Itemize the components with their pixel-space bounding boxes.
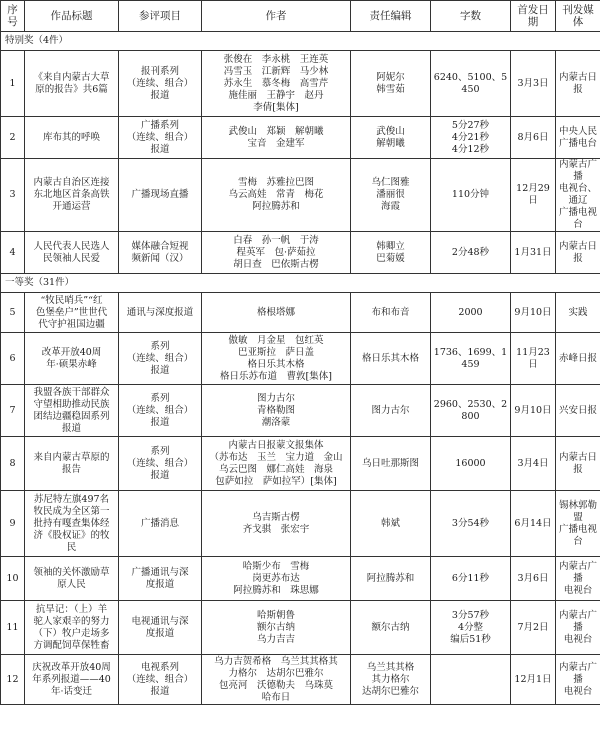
cell-words: 1736、1699、1459 xyxy=(431,333,511,385)
cell-title: 领袖的关怀激励草 原人民 xyxy=(25,557,119,601)
cell-date: 3月6日 xyxy=(511,557,556,601)
cell-date: 12月1日 xyxy=(511,655,556,705)
cell-author: 乌力吉贺希格 乌兰其其格其 力格尔 达胡尔巴雅尔 包亮河 沃德勒夫 乌珠莫 哈布日 xyxy=(202,655,351,705)
cell-words: 2分48秒 xyxy=(431,232,511,274)
cell-title: 苏尼特左旗497名 牧民成为全区第一 批持有嘎查集体经 济《股权证》的牧 民 xyxy=(25,491,119,557)
cell-editor: 阿拉腾苏和 xyxy=(351,557,431,601)
col-header-media: 刊发媒体 xyxy=(556,1,600,32)
cell-author: 雪梅 苏雅拉巴图 乌云高娃 常青 梅花 阿拉腾苏和 xyxy=(202,159,351,232)
cell-item: 系列 （连续、组合） 报道 xyxy=(119,437,202,491)
table-row xyxy=(1,437,600,491)
cell-words: 6240、5100、5450 xyxy=(431,51,511,117)
cell-item: 广播消息 xyxy=(119,491,202,557)
cell-title: 来自内蒙古草原的 报告 xyxy=(25,437,119,491)
col-header-no: 序号 xyxy=(1,1,25,32)
cell-no: 8 xyxy=(1,437,25,491)
cell-media: 锡林郭勒盟 广播电视台 xyxy=(556,491,600,557)
cell-editor: 韩卿立 巴菊媛 xyxy=(351,232,431,274)
cell-date: 3月3日 xyxy=(511,51,556,117)
cell-date: 9月10日 xyxy=(511,293,556,333)
cell-author: 哈斯朝鲁 额尔古纳 乌力吉吉 xyxy=(202,601,351,655)
cell-no: 1 xyxy=(1,51,25,117)
cell-title: 庆祝改革开放40周 年系列报道——40 年·话变迁 xyxy=(25,655,119,705)
cell-date: 8月6日 xyxy=(511,117,556,159)
cell-no: 6 xyxy=(1,333,25,385)
cell-editor: 图力古尔 xyxy=(351,385,431,437)
cell-date: 9月10日 xyxy=(511,385,556,437)
cell-title: 改革开放40周 年·硕果赤峰 xyxy=(25,333,119,385)
cell-title: 抗旱记：（上）羊 驼人家艰辛的努力 （下）牧户走场多 方调配饲草保牲畜 xyxy=(25,601,119,655)
cell-author: 白春 孙一帆 于涛 程英军 包·萨茹拉 胡日查 巴依斯古楞 xyxy=(202,232,351,274)
header-row xyxy=(1,1,600,32)
cell-no: 9 xyxy=(1,491,25,557)
cell-media: 实践 xyxy=(556,293,600,333)
section-row xyxy=(1,32,600,51)
cell-item: 报刊系列 （连续、组合） 报道 xyxy=(119,51,202,117)
cell-editor: 韩斌 xyxy=(351,491,431,557)
cell-date: 1月31日 xyxy=(511,232,556,274)
cell-no: 2 xyxy=(1,117,25,159)
cell-author: 内蒙古日报蒙文报集体 （苏布达 玉兰 宝力道 金山 乌云巴图 娜仁高娃 海泉 包萨如拉 萨如拉罕）[集体] xyxy=(202,437,351,491)
cell-title: 《来自内蒙古大草 原的报告》共6篇 xyxy=(25,51,119,117)
cell-editor: 布和布音 xyxy=(351,293,431,333)
cell-item: 广播通讯与深 度报道 xyxy=(119,557,202,601)
table-row xyxy=(1,293,600,333)
table-row xyxy=(1,491,600,557)
cell-editor: 乌日吐那斯图 xyxy=(351,437,431,491)
cell-media: 内蒙古广播 电视台 xyxy=(556,655,600,705)
cell-date: 7月2日 xyxy=(511,601,556,655)
cell-words: 5分27秒 4分21秒 4分12秒 xyxy=(431,117,511,159)
cell-words: 3分54秒 xyxy=(431,491,511,557)
cell-item: 系列 （连续、组合） 报道 xyxy=(119,333,202,385)
cell-words: 3分57秒 4分整 编后51秒 xyxy=(431,601,511,655)
cell-no: 10 xyxy=(1,557,25,601)
cell-editor: 阿妮尔 韩雪茹 xyxy=(351,51,431,117)
cell-media: 兴安日报 xyxy=(556,385,600,437)
table-row xyxy=(1,601,600,655)
cell-media: 内蒙古广播 电视台 xyxy=(556,601,600,655)
cell-author: 哈斯少布 雪梅 岗更苏布达 阿拉腾苏和 珠思娜 xyxy=(202,557,351,601)
cell-no: 3 xyxy=(1,159,25,232)
cell-words: 16000 xyxy=(431,437,511,491)
cell-date: 11月23日 xyxy=(511,333,556,385)
table-row xyxy=(1,159,600,232)
cell-media: 内蒙古日报 xyxy=(556,232,600,274)
table-row xyxy=(1,232,600,274)
cell-item: 广播现场直播 xyxy=(119,159,202,232)
cell-item: 媒体融合短视 频新闻（汉） xyxy=(119,232,202,274)
cell-title: 库布其的呼唤 xyxy=(25,117,119,159)
cell-words: 2000 xyxy=(431,293,511,333)
table-row xyxy=(1,117,600,159)
cell-item: 电视通讯与深 度报道 xyxy=(119,601,202,655)
cell-media: 内蒙古日报 xyxy=(556,437,600,491)
cell-media: 内蒙古广播 电视台、通辽 广播电视台 xyxy=(556,159,600,232)
cell-editor: 格日乐其木格 xyxy=(351,333,431,385)
cell-editor: 乌兰其其格 其力格尔 达胡尔巴雅尔 xyxy=(351,655,431,705)
section-row xyxy=(1,274,600,293)
cell-editor: 武俊山 解朝曦 xyxy=(351,117,431,159)
cell-author: 张俊在 李永桃 王连英 冯雪玉 江新辉 马少林 苏永生 慕冬梅 高雪芹 施佳丽 王静宇 赵丹 李倩[集体] xyxy=(202,51,351,117)
cell-no: 12 xyxy=(1,655,25,705)
cell-editor: 额尔古纳 xyxy=(351,601,431,655)
table-row xyxy=(1,655,600,705)
cell-date: 3月4日 xyxy=(511,437,556,491)
cell-author: 格根塔娜 xyxy=(202,293,351,333)
cell-no: 11 xyxy=(1,601,25,655)
cell-media: 内蒙古广播 电视台 xyxy=(556,557,600,601)
cell-author: 傲敏 月金星 包红英 巴亚斯拉 萨日盖 格日乐其木格 格日乐苏布道 曹敦[集体] xyxy=(202,333,351,385)
cell-item: 广播系列 （连续、组合） 报道 xyxy=(119,117,202,159)
cell-title: 我盟各族干部群众 守望相助推动民族 团结边疆稳固系列 报道 xyxy=(25,385,119,437)
cell-item: 通讯与深度报道 xyxy=(119,293,202,333)
cell-media: 中央人民 广播电台 xyxy=(556,117,600,159)
table-row xyxy=(1,557,600,601)
col-header-item: 参评项目 xyxy=(119,1,202,32)
cell-words: 2960、2530、2800 xyxy=(431,385,511,437)
table-row xyxy=(1,333,600,385)
cell-date: 6月14日 xyxy=(511,491,556,557)
col-header-title: 作品标题 xyxy=(25,1,119,32)
cell-editor: 乌仁图雅 潘丽很 海霞 xyxy=(351,159,431,232)
cell-title: 人民代表人民选人 民领袖人民爱 xyxy=(25,232,119,274)
cell-words: 6分11秒 xyxy=(431,557,511,601)
cell-author: 乌吉斯古楞 齐戈骐 张宏宇 xyxy=(202,491,351,557)
cell-title: 内蒙古自治区连接 东北地区首条高铁 开通运营 xyxy=(25,159,119,232)
cell-no: 5 xyxy=(1,293,25,333)
table-row xyxy=(1,51,600,117)
col-header-date: 首发日期 xyxy=(511,1,556,32)
cell-media: 赤峰日报 xyxy=(556,333,600,385)
cell-words xyxy=(431,655,511,705)
col-header-editor: 责任编辑 xyxy=(351,1,431,32)
col-header-author: 作者 xyxy=(202,1,351,32)
cell-item: 系列 （连续、组合） 报道 xyxy=(119,385,202,437)
table-row xyxy=(1,385,600,437)
cell-no: 4 xyxy=(1,232,25,274)
cell-words: 110分钟 xyxy=(431,159,511,232)
cell-item: 电视系列 （连续、组合） 报道 xyxy=(119,655,202,705)
cell-title: “牧民哨兵”“红 色堡垒户”世世代 代守护祖国边疆 xyxy=(25,293,119,333)
cell-author: 图力古尔 青格勒图 潮洛蒙 xyxy=(202,385,351,437)
cell-author: 武俊山 郑颖 解朝曦 宝音 金建军 xyxy=(202,117,351,159)
section-title-special: 特别奖（4件） xyxy=(1,32,600,51)
section-title-first: 一等奖（31件） xyxy=(1,274,600,293)
cell-no: 7 xyxy=(1,385,25,437)
cell-date: 12月29日 xyxy=(511,159,556,232)
cell-media: 内蒙古日报 xyxy=(556,51,600,117)
col-header-words: 字数 xyxy=(431,1,511,32)
